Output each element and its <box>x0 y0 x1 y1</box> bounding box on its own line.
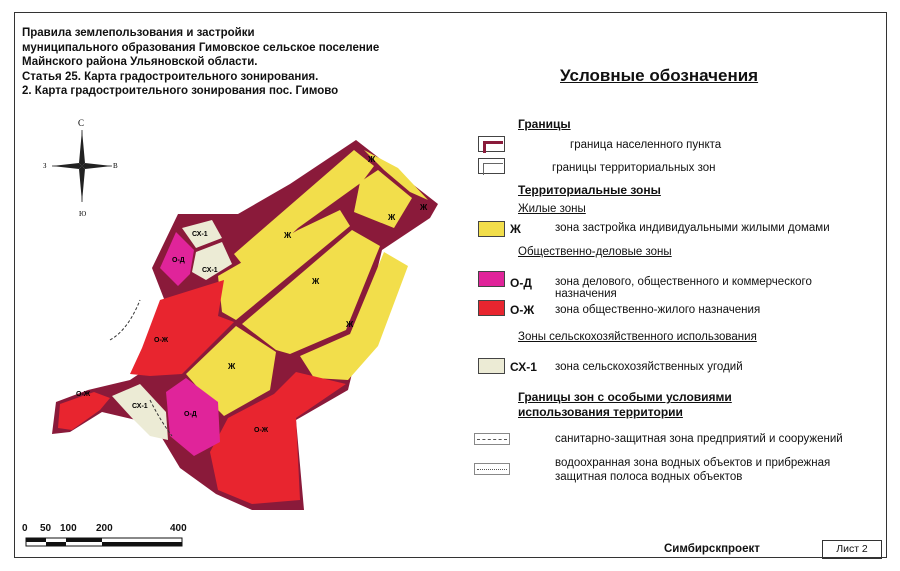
legend-agri-heading: Зоны сельскохозяйственного использования <box>518 331 757 343</box>
map-label-od2: О-Д <box>184 411 197 418</box>
title-line-4: Статья 25. Карта градостроительного зонирования. <box>22 70 319 83</box>
map-label-zh1: Ж <box>368 155 376 164</box>
map-label-sx3: СХ-1 <box>132 403 148 410</box>
legend-settlement-border-text: граница населенного пункта <box>570 139 722 151</box>
scale-label-50: 50 <box>40 523 52 534</box>
map-label-oj3: О-Ж <box>76 391 91 398</box>
legend-special-heading-1: Границы зон с особыми условиями <box>518 390 732 404</box>
map-label-oj2: О-Ж <box>254 427 269 434</box>
scale-label-0: 0 <box>22 523 28 534</box>
map-label-od1: О-Д <box>172 257 185 264</box>
map-label-oj1: О-Ж <box>154 337 169 344</box>
public-residential-swatch <box>478 300 505 316</box>
scale-label-200: 200 <box>96 523 113 534</box>
sheet-number: Лист 2 <box>822 540 882 559</box>
legend-territorial-border-text: границы территориальных зон <box>552 162 716 174</box>
compass-east-label: В <box>113 162 118 170</box>
water-zone-line-icon <box>474 463 510 475</box>
compass-rose-icon <box>52 130 112 202</box>
settlement-border-swatch <box>478 136 505 152</box>
legend-zones-heading: Территориальные зоны <box>518 183 661 197</box>
sanitary-zone-line-icon <box>474 433 510 445</box>
map-label-zh4: Ж <box>284 231 292 240</box>
title-line-2: муниципального образования Гимовское сельское поселение <box>22 41 380 54</box>
map-label-zh2: Ж <box>420 203 428 212</box>
agri-swatch <box>478 358 505 374</box>
scale-bar <box>26 538 182 546</box>
map-label-zh3: Ж <box>388 213 396 222</box>
compass-north-label: С <box>78 118 85 128</box>
map-label-sx1: СХ-1 <box>192 231 208 238</box>
legend-business-desc-1: зона делового, общественного и коммерческого <box>555 276 812 288</box>
map-label-zh5: Ж <box>312 277 320 286</box>
legend-agri-desc: зона сельскохозяйственных угодий <box>555 361 743 373</box>
compass-west-label: З <box>43 162 47 170</box>
legend-residential-heading: Жилые зоны <box>518 203 586 215</box>
legend-business-heading: Общественно-деловые зоны <box>518 246 672 258</box>
scale-label-100: 100 <box>60 523 77 534</box>
legend-business-code: О-Д <box>510 276 532 290</box>
title-line-3: Майнского района Ульяновской области. <box>22 56 258 68</box>
legend-sanitary-desc: санитарно-защитная зона предприятий и сооружений <box>555 433 843 445</box>
legend-special-heading-2: использования территории <box>518 405 683 419</box>
legend-title: Условные обозначения <box>560 66 759 85</box>
legend-water-desc-2: защитная полоса водных объектов <box>555 471 743 483</box>
legend-water-desc-1: водоохранная зона водных объектов и прибрежная <box>555 457 831 469</box>
title-line-5: 2. Карта градостроительного зонирования пос. Гимово <box>22 85 339 97</box>
title-line-1: Правила землепользования и застройки <box>22 27 255 39</box>
legend-residential-desc: зона застройка индивидуальными жилыми домами <box>555 222 830 234</box>
legend-residential-code: Ж <box>510 222 521 236</box>
business-swatch <box>478 271 505 287</box>
legend-borders-heading: Границы <box>518 117 571 131</box>
territorial-border-swatch <box>478 158 505 174</box>
organization-name: Симбирскпроект <box>664 543 760 555</box>
map-label-sx2: СХ-1 <box>202 267 218 274</box>
scale-label-400: 400 <box>170 523 187 534</box>
legend-public-res-desc: зона общественно-жилого назначения <box>555 304 761 316</box>
residential-swatch <box>478 221 505 237</box>
legend-business-desc-2: назначения <box>555 288 617 300</box>
legend-agri-code: СХ-1 <box>510 360 537 374</box>
map-label-zh6: Ж <box>346 320 354 329</box>
legend-public-res-code: О-Ж <box>510 303 535 317</box>
map-label-zh7: Ж <box>228 362 236 371</box>
compass-south-label: Ю <box>79 210 87 218</box>
protection-zone-line <box>110 300 140 340</box>
